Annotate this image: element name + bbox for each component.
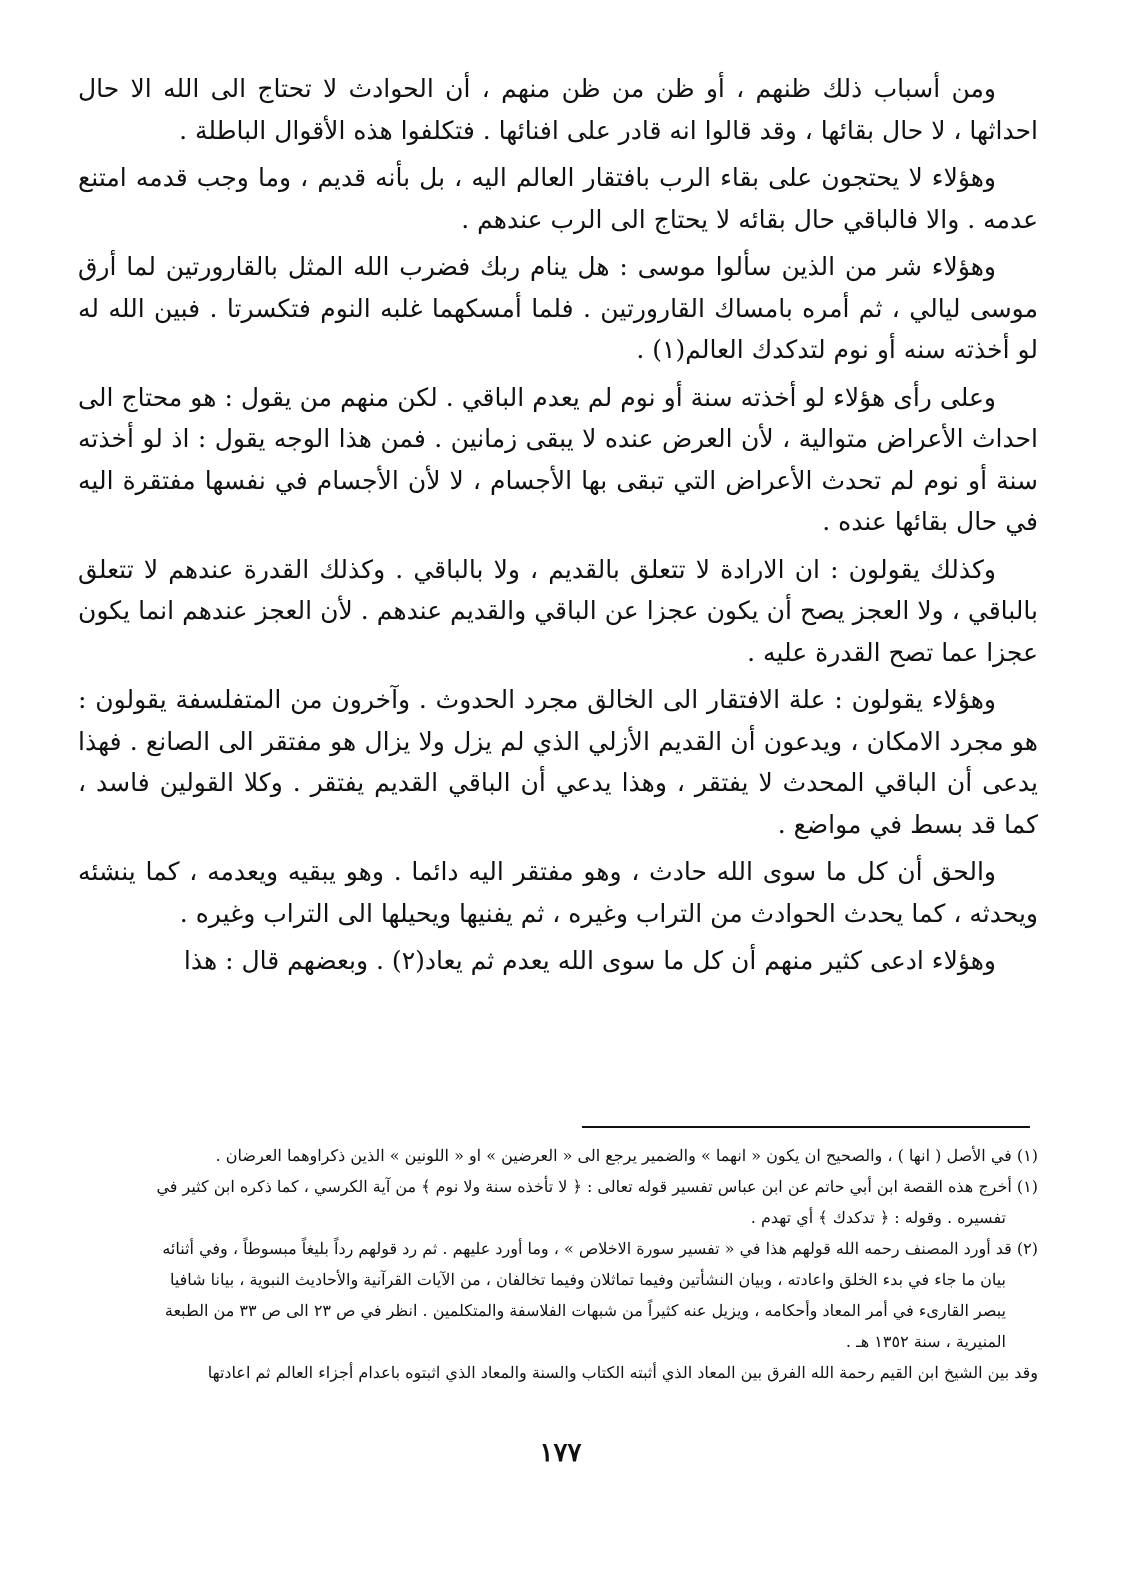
footnotes-section bbox=[78, 1140, 1038, 1388]
page-number: ١٧٧ bbox=[539, 1438, 582, 1468]
footnote-2-continuation bbox=[78, 1264, 1038, 1295]
footnote-1a: (١) في الأصل ( انها ) ، والصحيح ان يكون « انهما » والضمير يرجع الى « العرضين » او « اللونين » الذين ذكراوهما العرضان . bbox=[215, 1146, 1038, 1165]
paragraph: وهؤلاء ادعى كثير منهم أن كل ما سوى الله يعدم ثم يعاد(٢) . وبعضهم قال : هذا bbox=[183, 946, 996, 975]
main-text-body bbox=[78, 68, 1038, 982]
paragraph: وهؤلاء يقولون : علة الافتقار الى الخالق مجرد الحدوث . وآخرون من المتفلسفة يقولون : هو مجرد الامكان ، ويدعون أن القديم الأزلي الذي لم يزل ولا يزال هو مفتقر الى الصانع . فهذا يدعى أن الباقي المحدث لا يفتقر ، وهذا يدعي أن الباقي القديم يفتقر . وكلا القولين فاسد ، كما قد بسط في مواضع . bbox=[78, 685, 1038, 839]
footnote-line: المنيرية ، سنة ١٣٥٢ هـ . bbox=[845, 1332, 1006, 1351]
footnote-line: يبصر القارىء في أمر المعاد وأحكامه ، ويزيل عنه كثيراً من شبهات الفلاسفة والمتكلمين . انظر في ص ٢٣ الى ص ٣٣ من الطبعة bbox=[164, 1301, 1006, 1320]
footnote-separator bbox=[582, 1126, 1030, 1128]
footnote-2-continuation bbox=[78, 1295, 1038, 1326]
footnote-line: بيان ما جاء في بدء الخلق واعادته ، وبيان النشأتين وفيما تماثلان وفيما تخالفان ، من الآيات القرآنية والأحاديث النبوية ، بيانا شافيا bbox=[169, 1270, 1006, 1289]
paragraph: ومن أسباب ذلك ظنهم ، أو ظن من ظن منهم ، أن الحوادث لا تحتاج الى الله الا حال احداثها ، لا حال بقائها ، وقد قالوا انه قادر على افنائها . فتكلفوا هذه الأقوال الباطلة . bbox=[78, 74, 1038, 145]
footnote-1b: (١) أخرج هذه القصة ابن أبي حاتم عن ابن عباس تفسير قوله تعالى : ﴿ لا تأخذه سنة ولا نوم ﴾ من آية الكرسي ، كما ذكره ابن كثير في bbox=[156, 1177, 1038, 1196]
paragraph: وعلى رأى هؤلاء لو أخذته سنة أو نوم لم يعدم الباقي . لكن منهم من يقول : هو محتاج الى احداث الأعراض متوالية ، لأن العرض عنده لا يبقى زمانين . فمن هذا الوجه يقول : اذ لو أخذته سنة أو نوم لم تحدث الأعراض التي تبقى بها الأجسام ، لا لأن الأجسام في نفسها مفتقرة اليه في حال بقائها عنده . bbox=[78, 382, 1038, 536]
footnote-1b-continuation bbox=[78, 1202, 1038, 1233]
footnote-2: (٢) قد أورد المصنف رحمه الله قولهم هذا في « تفسير سورة الاخلاص » ، وما أورد عليهم . ثم رد قولهم رداً بليغاً مبسوطاً ، وفي أثنائه bbox=[162, 1239, 1038, 1258]
footnote-2-continuation: وقد بين الشيخ ابن القيم رحمة الله الفرق بين المعاد الذي أثبته الكتاب والسنة والمعاد الذي اثبتوه باعدام أجزاء العالم ثم اعادتها bbox=[207, 1363, 1038, 1382]
footnote-2-continuation bbox=[78, 1326, 1038, 1357]
paragraph: والحق أن كل ما سوى الله حادث ، وهو مفتقر اليه دائما . وهو يبقيه ويعدمه ، كما ينشئه ويحدثه ، كما يحدث الحوادث من التراب وغيره ، ثم يفنيها ويحيلها الى التراب وغيره . bbox=[78, 857, 1038, 928]
footnote-line: تفسيره . وقوله : ﴿ تدكدك ﴾ أي تهدم . bbox=[750, 1208, 1006, 1227]
paragraph: وهؤلاء لا يحتجون على بقاء الرب بافتقار العالم اليه ، بل بأنه قديم ، وما وجب قدمه امتنع عدمه . والا فالباقي حال بقائه لا يحتاج الى الرب عندهم . bbox=[78, 163, 1038, 234]
paragraph: وهؤلاء شر من الذين سألوا موسى : هل ينام ربك فضرب الله المثل بالقارورتين لما أرق موسى ليالي ، ثم أمره بامساك القارورتين . فلما أمسكهما غلبه النوم فتكسرتا . فبين الله له لو أخذته سنه أو نوم لتدكدك العالم(١) . bbox=[78, 252, 1038, 364]
paragraph: وكذلك يقولون : ان الارادة لا تتعلق بالقديم ، ولا بالباقي . وكذلك القدرة عندهم لا تتعلق بالباقي ، ولا العجز يصح أن يكون عجزا عن الباقي والقديم عندهم . لأن العجز عندهم انما يكون عجزا عما تصح القدرة عليه . bbox=[78, 554, 1038, 667]
